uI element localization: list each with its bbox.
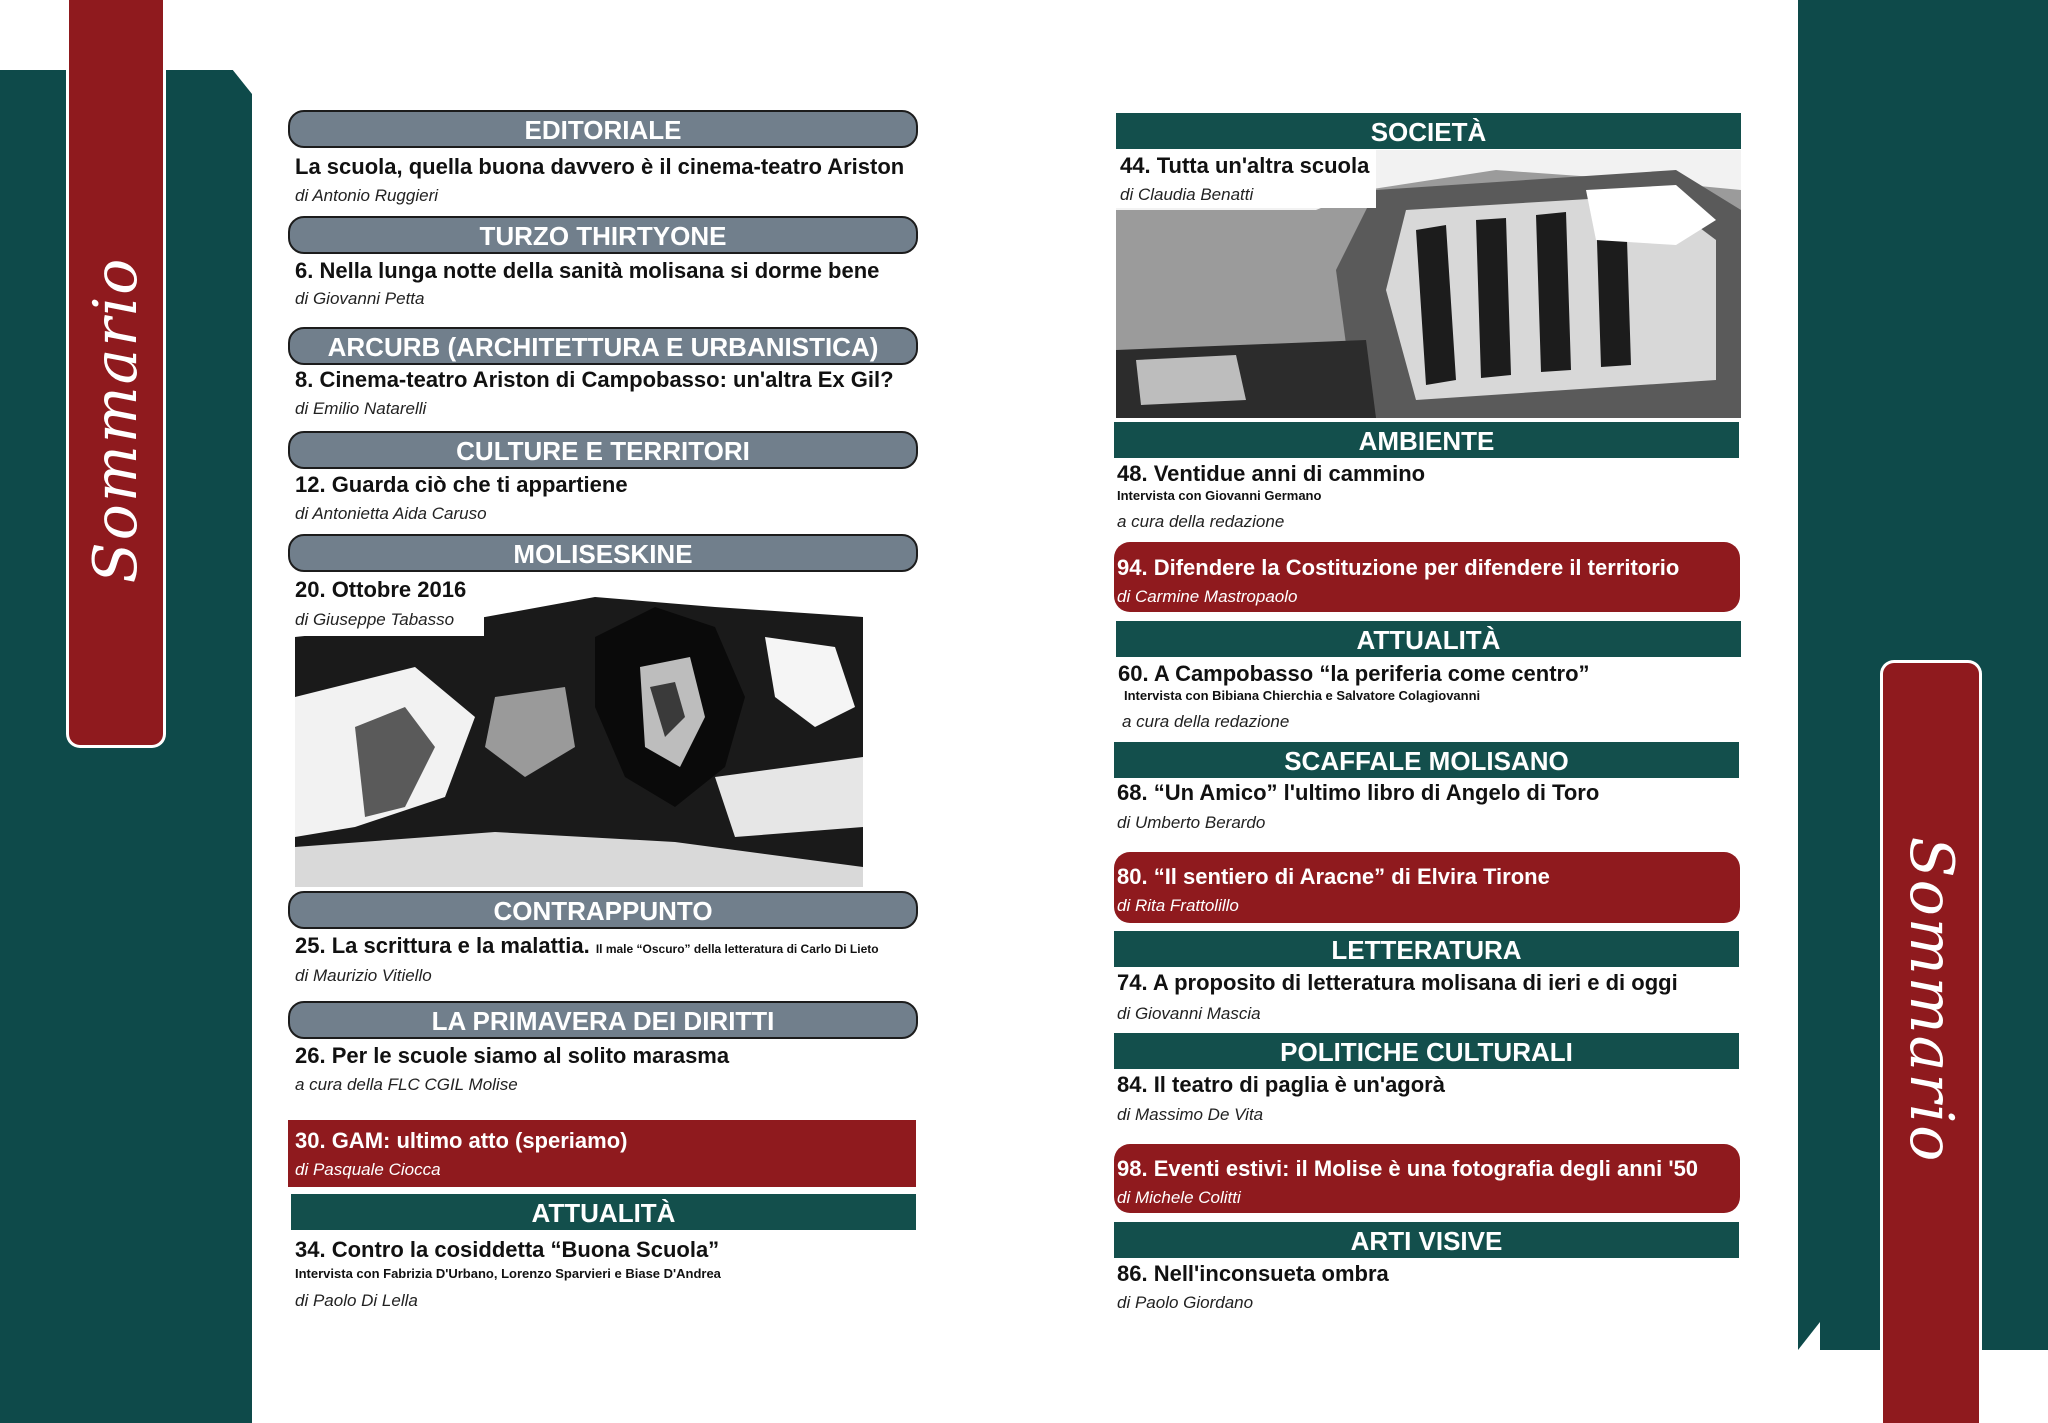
article-author: a cura della redazione — [1122, 712, 1290, 731]
article-title[interactable]: 84. Il teatro di paglia è un'agorà — [1117, 1072, 1445, 1097]
article-author: a cura della redazione — [1117, 512, 1285, 531]
left-sommario-label: Sommario — [81, 256, 151, 584]
article-author: di Antonietta Aida Caruso — [295, 504, 487, 523]
section-header-turzo: TURZO THIRTYONE — [288, 216, 918, 254]
highlight-box-costituzione[interactable] — [1114, 542, 1740, 612]
section-header-societa: SOCIETÀ — [1116, 113, 1741, 149]
article-author: di Carmine Mastropaolo — [1117, 587, 1298, 606]
section-header-scaffale: SCAFFALE MOLISANO — [1114, 742, 1739, 778]
article-title[interactable]: 68. “Un Amico” l'ultimo libro di Angelo di Toro — [1117, 780, 1600, 805]
right-band-corner — [1798, 1322, 1820, 1350]
article-title[interactable]: La scuola, quella buona davvero è il cinema-teatro Ariston — [295, 154, 905, 179]
article-subtitle: Intervista con Bibiana Chierchia e Salvatore Colagiovanni — [1124, 688, 1481, 703]
section-header-moliseskine: MOLISESKINE — [288, 534, 918, 572]
article-title[interactable]: 20. Ottobre 2016 — [295, 577, 467, 602]
article-title[interactable]: 74. A proposito di letteratura molisana di ieri e di oggi — [1117, 970, 1678, 995]
article-title[interactable]: 34. Contro la cosiddetta “Buona Scuola” — [295, 1237, 720, 1262]
article-author: di Giuseppe Tabasso — [295, 610, 455, 629]
article-title[interactable]: 86. Nell'inconsueta ombra — [1117, 1261, 1389, 1286]
section-header-arcurb: ARCURB (ARCHITETTURA E URBANISTICA) — [288, 327, 918, 365]
article-title[interactable]: 48. Ventidue anni di cammino — [1117, 461, 1426, 486]
article-author: di Emilio Natarelli — [295, 399, 427, 418]
article-title-extension: Il male “Oscuro” della letteratura di Carlo Di Lieto — [595, 942, 879, 956]
article-author: di Umberto Berardo — [1117, 813, 1266, 832]
article-author: di Antonio Ruggieri — [295, 186, 439, 205]
article-author: di Michele Colitti — [1117, 1188, 1241, 1207]
article-title[interactable]: 98. Eventi estivi: il Molise è una fotografia degli anni '50 — [1117, 1156, 1699, 1181]
article-title[interactable]: 94. Difendere la Costituzione per difendere il territorio — [1117, 555, 1680, 580]
article-title[interactable]: 8. Cinema-teatro Ariston di Campobasso: un'altra Ex Gil? — [295, 367, 894, 392]
section-header-attualita-right: ATTUALITÀ — [1116, 621, 1741, 657]
article-title[interactable]: 30. GAM: ultimo atto (speriamo) — [295, 1128, 628, 1153]
section-header-attualita-left: ATTUALITÀ — [291, 1194, 916, 1230]
section-header-arti-visive: ARTI VISIVE — [1114, 1222, 1739, 1258]
article-title[interactable]: 80. “Il sentiero di Aracne” di Elvira Tirone — [1117, 864, 1550, 889]
article-author: di Massimo De Vita — [1117, 1105, 1264, 1124]
highlight-box-gam[interactable] — [288, 1120, 916, 1187]
article-author: di Maurizio Vitiello — [295, 966, 432, 985]
article-author: di Rita Frattolillo — [1117, 896, 1239, 915]
right-sommario-label: Sommario — [1896, 836, 1966, 1164]
section-header-politiche: POLITICHE CULTURALI — [1114, 1033, 1739, 1069]
section-header-editoriale: EDITORIALE — [288, 110, 918, 148]
article-author: di Giovanni Petta — [295, 289, 425, 308]
left-band-corner — [228, 64, 252, 94]
section-header-letteratura: LETTERATURA — [1114, 931, 1739, 967]
article-author: di Giovanni Mascia — [1117, 1004, 1261, 1023]
article-title[interactable]: 12. Guarda ciò che ti appartiene — [295, 472, 628, 497]
section-header-contrappunto: CONTRAPPUNTO — [288, 891, 918, 929]
article-title[interactable]: 26. Per le scuole siamo al solito marasma — [295, 1043, 730, 1068]
section-header-culture: CULTURE E TERRITORI — [288, 431, 918, 469]
article-author: di Paolo Di Lella — [295, 1291, 418, 1310]
section-header-primavera: LA PRIMAVERA DEI DIRITTI — [288, 1001, 918, 1039]
article-author: a cura della FLC CGIL Molise — [295, 1075, 518, 1094]
article-title[interactable]: 60. A Campobasso “la periferia come centro” — [1118, 661, 1590, 686]
highlight-box-aracne[interactable] — [1114, 852, 1740, 923]
highlight-box-eventi[interactable] — [1114, 1144, 1740, 1213]
article-author: di Pasquale Ciocca — [295, 1160, 441, 1179]
article-title[interactable]: 25. La scrittura e la malattia. Il male “Oscuro” della letteratura di Carlo Di Lieto — [295, 933, 879, 958]
article-title[interactable]: 6. Nella lunga notte della sanità molisana si dorme bene — [295, 258, 880, 283]
article-subtitle: Intervista con Fabrizia D'Urbano, Lorenzo Sparvieri e Biase D'Andrea — [295, 1266, 721, 1281]
article-author: di Claudia Benatti — [1120, 185, 1254, 204]
article-title[interactable]: 44. Tutta un'altra scuola — [1120, 153, 1370, 178]
article-author: di Paolo Giordano — [1117, 1293, 1254, 1312]
section-header-ambiente: AMBIENTE — [1114, 422, 1739, 458]
article-subtitle: Intervista con Giovanni Germano — [1117, 488, 1322, 503]
